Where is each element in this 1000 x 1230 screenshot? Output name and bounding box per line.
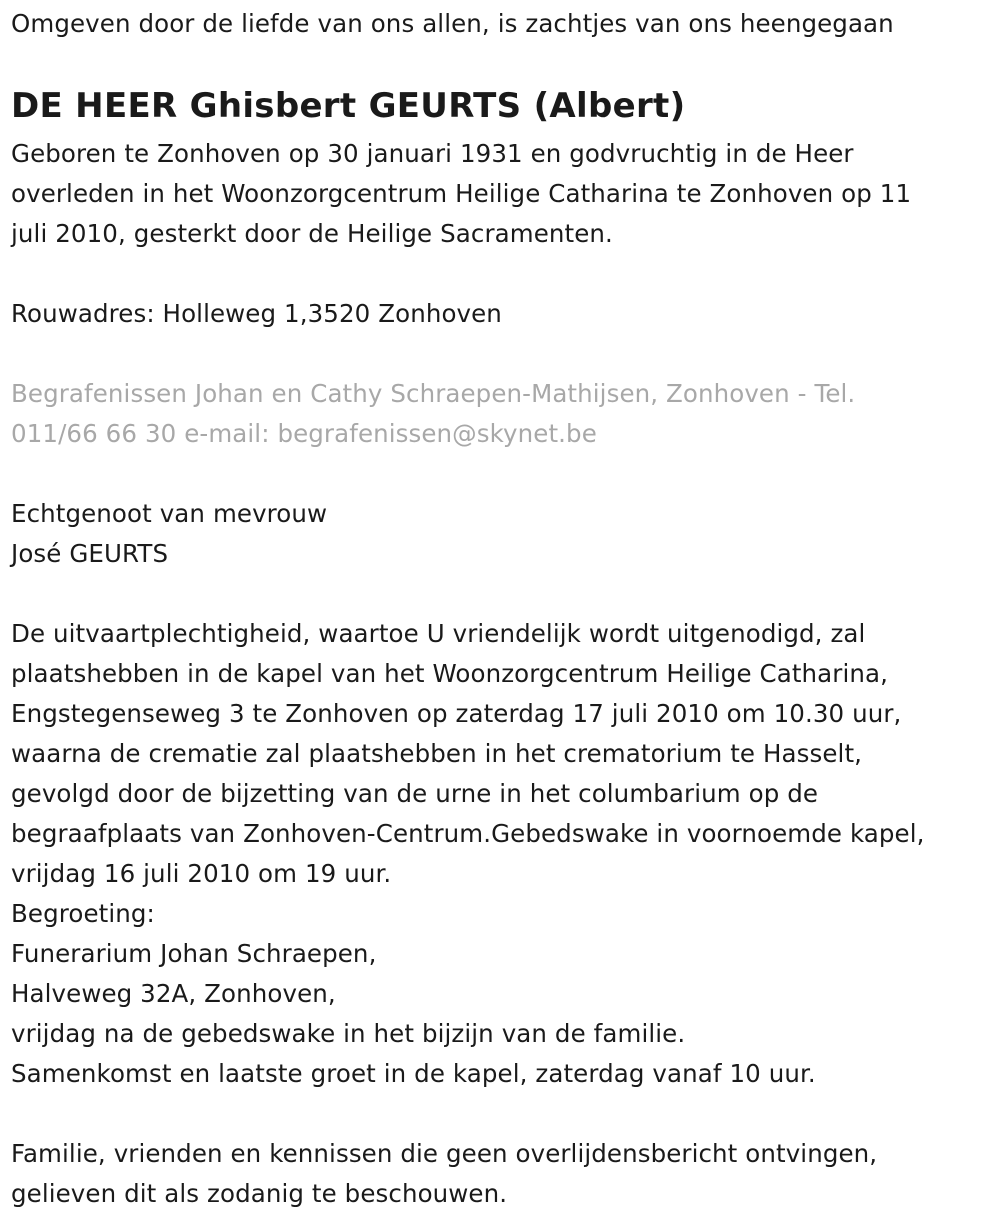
mourning-address: Rouwadres: Holleweg 1,3520 Zonhoven bbox=[11, 299, 502, 328]
ceremony-line: gevolgd door de bijzetting van de urne in het columbarium op de bbox=[11, 779, 819, 808]
birth-line: juli 2010, gesterkt door de Heilige Sacramenten. bbox=[11, 219, 613, 248]
ceremony-line: Halveweg 32A, Zonhoven, bbox=[11, 979, 336, 1008]
birth-line: overleden in het Woonzorgcentrum Heilige Catharina te Zonhoven op 11 bbox=[11, 179, 912, 208]
closing-line: gelieven dit als zodanig te beschouwen. bbox=[11, 1179, 508, 1208]
undertaker-line: 011/66 66 30 e-mail: begrafenissen@skynet.be bbox=[11, 419, 597, 448]
ceremony-line: plaatshebben in de kapel van het Woonzorgcentrum Heilige Catharina, bbox=[11, 659, 888, 688]
deceased-name: DE HEER Ghisbert GEURTS (Albert) bbox=[11, 86, 686, 126]
ceremony-line: Engstegenseweg 3 te Zonhoven op zaterdag 17 juli 2010 om 10.30 uur, bbox=[11, 699, 902, 728]
closing-line: Familie, vrienden en kennissen die geen overlijdensbericht ontvingen, bbox=[11, 1139, 878, 1168]
birth-line: Geboren te Zonhoven op 30 januari 1931 en godvruchtig in de Heer bbox=[11, 139, 854, 168]
intro-text: Omgeven door de liefde van ons allen, is zachtjes van ons heengegaan bbox=[11, 9, 894, 38]
spouse-line: Echtgenoot van mevrouw bbox=[11, 499, 328, 528]
ceremony-line: vrijdag 16 juli 2010 om 19 uur. bbox=[11, 859, 392, 888]
ceremony-line: waarna de crematie zal plaatshebben in het crematorium te Hasselt, bbox=[11, 739, 863, 768]
undertaker-line: Begrafenissen Johan en Cathy Schraepen-Mathijsen, Zonhoven - Tel. bbox=[11, 379, 856, 408]
ceremony-line: begraafplaats van Zonhoven-Centrum.Gebedswake in voornoemde kapel, bbox=[11, 819, 925, 848]
ceremony-line: Funerarium Johan Schraepen, bbox=[11, 939, 377, 968]
ceremony-line: Begroeting: bbox=[11, 899, 155, 928]
ceremony-line: De uitvaartplechtigheid, waartoe U vriendelijk wordt uitgenodigd, zal bbox=[11, 619, 866, 648]
ceremony-line: vrijdag na de gebedswake in het bijzijn van de familie. bbox=[11, 1019, 686, 1048]
ceremony-line: Samenkomst en laatste groet in de kapel, zaterdag vanaf 10 uur. bbox=[11, 1059, 816, 1088]
spouse-line: José GEURTS bbox=[11, 539, 169, 568]
